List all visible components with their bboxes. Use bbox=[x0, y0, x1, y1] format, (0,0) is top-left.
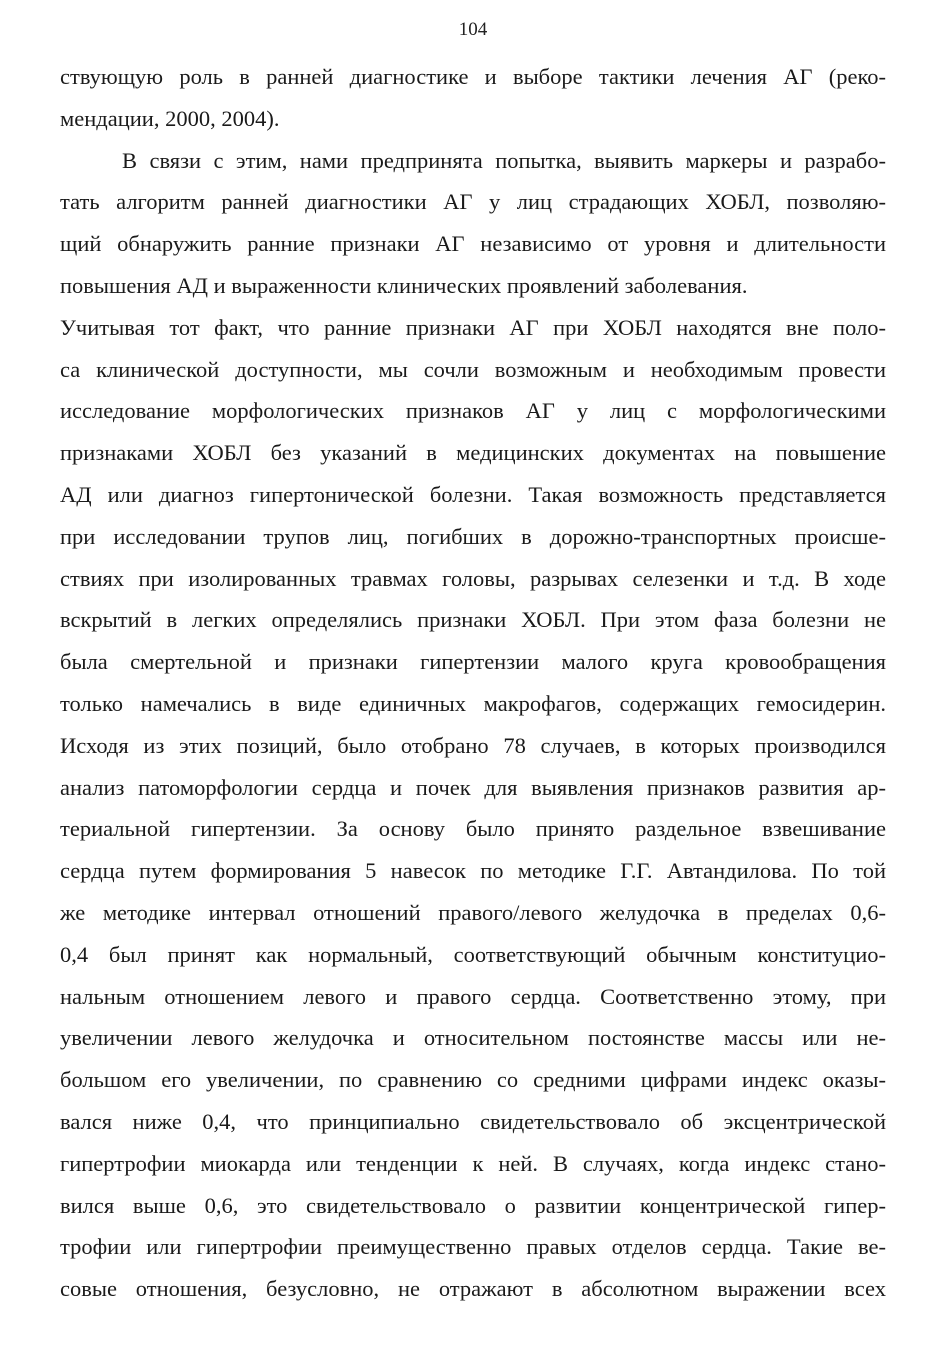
text-line: же методике интервал отношений правого/левого желудочка в пределах 0,6- bbox=[60, 899, 886, 925]
text-line: сердца путем формирования 5 навесок по методике Г.Г. Автандилова. По той bbox=[60, 858, 886, 884]
text-line: В связи с этим, нами предпринята попытка, выявить маркеры и разрабо- bbox=[122, 147, 886, 173]
text-line: анализ патоморфологии сердца и почек для выявления признаков развития ар- bbox=[60, 774, 886, 800]
text-line: только намечались в виде единичных макрофагов, содержащих гемосидерин. bbox=[60, 690, 886, 716]
text-line: вскрытий в легких определялись признаки ХОБЛ. При этом фаза болезни не bbox=[60, 607, 886, 633]
text-line: вался ниже 0,4, что принципиально свидетельствовало об эксцентрической bbox=[60, 1108, 886, 1134]
text-line: Исходя из этих позиций, было отобрано 78 случаев, в которых производился bbox=[60, 732, 886, 758]
text-line: ствиях при изолированных травмах головы, разрывах селезенки и т.д. В ходе bbox=[60, 565, 886, 591]
text-line: увеличении левого желудочка и относительном постоянстве массы или не- bbox=[60, 1025, 886, 1051]
text-line: териальной гипертензии. За основу было принято раздельное взвешивание bbox=[60, 816, 886, 842]
text-line: ствующую роль в ранней диагностике и выборе тактики лечения АГ (реко- bbox=[60, 64, 886, 89]
text-line: трофии или гипертрофии преимущественно правых отделов сердца. Такие ве- bbox=[60, 1234, 886, 1260]
text-line: щий обнаружить ранние признаки АГ независимо от уровня и длительности bbox=[60, 231, 886, 257]
text-line: исследование морфологических признаков АГ у лиц с морфологическими bbox=[60, 398, 886, 424]
text-line: Учитывая тот факт, что ранние признаки АГ при ХОБЛ находятся вне поло- bbox=[60, 314, 886, 340]
text-line: мендации, 2000, 2004). bbox=[60, 105, 280, 131]
text-line: была смертельной и признаки гипертензии малого круга кровообращения bbox=[60, 649, 886, 675]
page-number: 104 bbox=[458, 19, 488, 40]
text-line: повышения АД и выраженности клинических проявлений заболевания. bbox=[60, 272, 748, 298]
text-line: признаками ХОБЛ без указаний в медицинских документах на повышение bbox=[60, 440, 886, 466]
text-line: 0,4 был принят как нормальный, соответствующий обычным конституцио- bbox=[60, 941, 886, 967]
text-line: большом его увеличении, по сравнению со средними цифрами индекс оказы- bbox=[60, 1067, 886, 1093]
body-text bbox=[60, 56, 886, 1310]
text-line: при исследовании трупов лиц, погибших в дорожно-транспортных происше- bbox=[60, 523, 886, 549]
text-line: АД или диагноз гипертонической болезни. Такая возможность представляется bbox=[60, 481, 886, 507]
text-line: нальным отношением левого и правого сердца. Соответственно этому, при bbox=[60, 983, 886, 1009]
text-line: тать алгоритм ранней диагностики АГ у лиц страдающих ХОБЛ, позволяю- bbox=[60, 189, 886, 215]
text-line: гипертрофии миокарда или тенденции к ней. В случаях, когда индекс стано- bbox=[60, 1150, 886, 1176]
text-line: вился выше 0,6, это свидетельствовало о развитии концентрической гипер- bbox=[60, 1192, 886, 1218]
text-line: совые отношения, безусловно, не отражают в абсолютном выражении всех bbox=[60, 1276, 886, 1302]
text-line: са клинической доступности, мы сочли возможным и необходимым провести bbox=[60, 356, 886, 382]
